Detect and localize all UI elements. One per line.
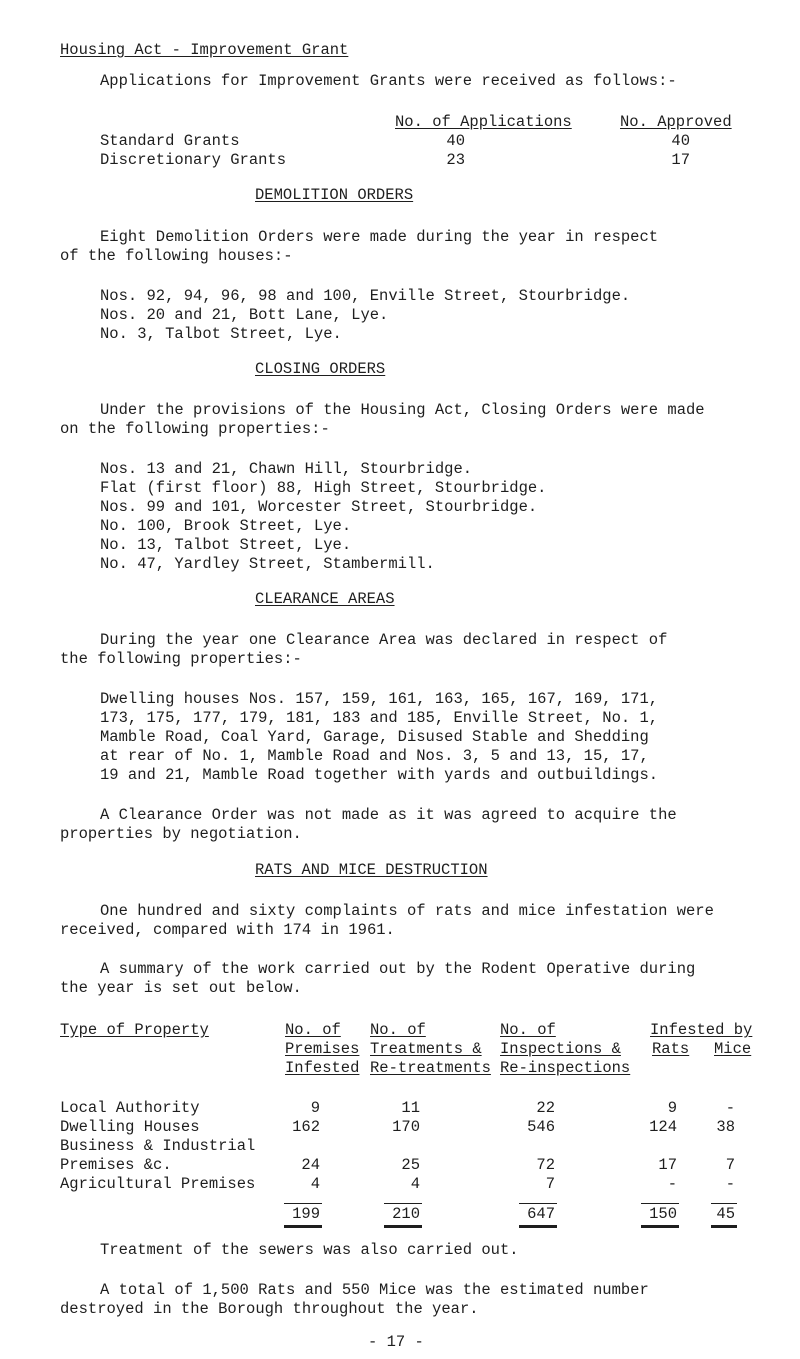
table-row-type: Agricultural Premises (60, 1175, 256, 1193)
sewers-note: Treatment of the sewers was also carried out. (100, 1241, 519, 1259)
demolition-item: No. 3, Talbot Street, Lye. (100, 325, 342, 343)
table-cell-premises: 4 (310, 1175, 320, 1193)
table-cell-treatments: 170 (392, 1118, 420, 1136)
table-row-type: Local Authority (60, 1099, 200, 1117)
table-cell-rats: 17 (658, 1156, 677, 1174)
table-cell-rats: 9 (667, 1099, 677, 1117)
total-rule (641, 1203, 679, 1204)
table-header-inspections: No. of (500, 1021, 556, 1039)
table-header-premises: No. of (285, 1021, 341, 1039)
table-header-treatments: Re-treatments (370, 1059, 491, 1077)
grants-col-applications: No. of Applications (395, 113, 572, 131)
total-rule (384, 1203, 422, 1204)
clearance-heading: CLEARANCE AREAS (255, 590, 395, 608)
rats-paragraph: the year is set out below. (60, 979, 302, 997)
table-cell-rats: 124 (649, 1118, 677, 1136)
table-cell-treatments: 11 (401, 1099, 420, 1117)
page-number: - 17 - (368, 1333, 424, 1351)
table-row-type: Dwelling Houses (60, 1118, 200, 1136)
table-cell-mice: - (725, 1099, 735, 1117)
clearance-note: properties by negotiation. (60, 825, 302, 843)
table-header-infested-by: Infested by (650, 1021, 753, 1039)
total-rule (284, 1203, 322, 1204)
grants-row-applications: 40 (446, 132, 465, 150)
demolition-item: Nos. 92, 94, 96, 98 and 100, Enville Street, Stourbridge. (100, 287, 631, 305)
closing-item: Flat (first floor) 88, High Street, Stourbridge. (100, 479, 547, 497)
table-header-premises: Infested (285, 1059, 360, 1077)
table-total-mice: 45 (716, 1205, 735, 1223)
table-cell-premises: 24 (301, 1156, 320, 1174)
closing-intro: Under the provisions of the Housing Act, Closing Orders were made (100, 401, 705, 419)
table-total-rats: 150 (649, 1205, 677, 1223)
demolition-intro: Eight Demolition Orders were made during the year in respect (100, 228, 659, 246)
rats-heading: RATS AND MICE DESTRUCTION (255, 861, 488, 879)
closing-heading: CLOSING ORDERS (255, 360, 386, 378)
table-header-mice: Mice (714, 1040, 752, 1058)
clearance-detail: 173, 175, 177, 179, 181, 183 and 185, Enville Street, No. 1, (100, 709, 659, 727)
page-title: Housing Act - Improvement Grant (60, 41, 349, 59)
table-header-treatments: No. of (370, 1021, 426, 1039)
grants-row-label: Standard Grants (100, 132, 240, 150)
clearance-detail: Mamble Road, Coal Yard, Garage, Disused Stable and Shedding (100, 728, 649, 746)
closing-item: No. 13, Talbot Street, Lye. (100, 536, 352, 554)
grants-intro: Applications for Improvement Grants were received as follows:- (100, 72, 677, 90)
grants-row-approved: 40 (671, 132, 690, 150)
closing-item: Nos. 13 and 21, Chawn Hill, Stourbridge. (100, 460, 473, 478)
rats-paragraph: One hundred and sixty complaints of rats and mice infestation were (100, 902, 714, 920)
table-cell-premises: 162 (292, 1118, 320, 1136)
total-double-rule (519, 1225, 557, 1228)
total-destroyed: destroyed in the Borough throughout the year. (60, 1300, 479, 1318)
table-cell-mice: - (725, 1175, 735, 1193)
table-cell-mice: 7 (725, 1156, 735, 1174)
closing-item: Nos. 99 and 101, Worcester Street, Stourbridge. (100, 498, 538, 516)
table-header-inspections: Re-inspections (500, 1059, 631, 1077)
rats-paragraph: received, compared with 174 in 1961. (60, 921, 395, 939)
table-cell-inspections: 7 (545, 1175, 555, 1193)
closing-item: No. 100, Brook Street, Lye. (100, 517, 352, 535)
grants-col-approved: No. Approved (620, 113, 732, 131)
demolition-item: Nos. 20 and 21, Bott Lane, Lye. (100, 306, 389, 324)
grants-row-applications: 23 (446, 151, 465, 169)
demolition-intro: of the following houses:- (60, 247, 293, 265)
table-row-type: Business & Industrial (60, 1137, 256, 1155)
total-rule (519, 1203, 557, 1204)
table-cell-rats: - (667, 1175, 677, 1193)
table-cell-inspections: 72 (536, 1156, 555, 1174)
table-total-inspections: 647 (527, 1205, 555, 1223)
table-cell-inspections: 546 (527, 1118, 555, 1136)
clearance-detail: Dwelling houses Nos. 157, 159, 161, 163, 165, 167, 169, 171, (100, 690, 659, 708)
total-double-rule (284, 1225, 322, 1228)
total-double-rule (711, 1225, 737, 1228)
table-header-premises: Premises (285, 1040, 360, 1058)
closing-intro: on the following properties:- (60, 420, 330, 438)
clearance-intro: During the year one Clearance Area was declared in respect of (100, 631, 668, 649)
table-cell-treatments: 25 (401, 1156, 420, 1174)
table-header-inspections: Inspections & (500, 1040, 621, 1058)
clearance-intro: the following properties:- (60, 650, 302, 668)
clearance-note: A Clearance Order was not made as it was agreed to acquire the (100, 806, 677, 824)
demolition-heading: DEMOLITION ORDERS (255, 186, 414, 204)
total-double-rule (384, 1225, 422, 1228)
table-header-rats: Rats (652, 1040, 690, 1058)
table-total-premises: 199 (292, 1205, 320, 1223)
clearance-detail: 19 and 21, Mamble Road together with yards and outbuildings. (100, 766, 659, 784)
rats-paragraph: A summary of the work carried out by the Rodent Operative during (100, 960, 696, 978)
total-double-rule (641, 1225, 679, 1228)
table-cell-treatments: 4 (410, 1175, 420, 1193)
table-total-treatments: 210 (392, 1205, 420, 1223)
total-destroyed: A total of 1,500 Rats and 550 Mice was the estimated number (100, 1281, 649, 1299)
total-rule (711, 1203, 737, 1204)
table-cell-mice: 38 (716, 1118, 735, 1136)
grants-row-label: Discretionary Grants (100, 151, 287, 169)
clearance-detail: at rear of No. 1, Mamble Road and Nos. 3, 5 and 13, 15, 17, (100, 747, 649, 765)
closing-item: No. 47, Yardley Street, Stambermill. (100, 555, 435, 573)
table-row-type: Premises &c. (60, 1156, 172, 1174)
table-header-type: Type of Property (60, 1021, 209, 1039)
table-header-treatments: Treatments & (370, 1040, 482, 1058)
table-cell-premises: 9 (310, 1099, 320, 1117)
table-cell-inspections: 22 (536, 1099, 555, 1117)
grants-row-approved: 17 (671, 151, 690, 169)
